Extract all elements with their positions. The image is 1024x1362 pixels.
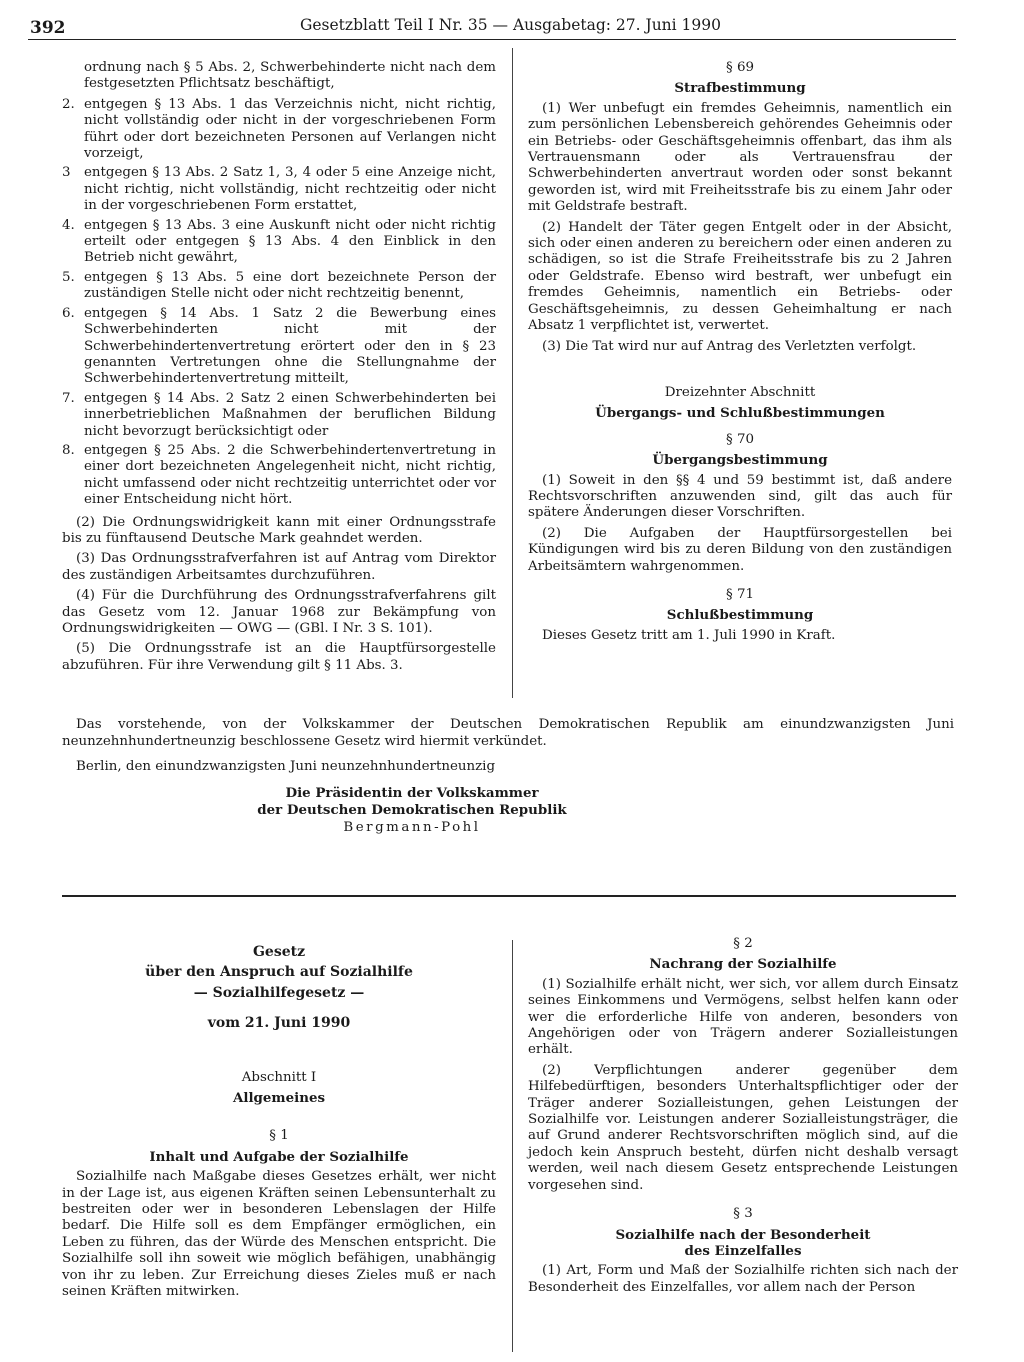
section-title: Strafbestimmung — [674, 80, 806, 97]
section-separator-rule — [62, 895, 956, 897]
lower-right-column — [528, 936, 958, 1300]
section-title: Nachrang der Sozialhilfe — [649, 956, 837, 973]
item-number: 4. — [62, 217, 75, 233]
paragraph: (1) Wer unbefugt ein fremdes Geheimnis, namentlich ein zum persönlichen Lebensbereich gehörendes Geheimnis oder ein Betriebs- oder Geschäftsgeheimnis offenbart, das ihm als Vertrauensmann oder als Vertrauensfrau der Schwerbehinderten anvertraut worden oder sonst bekannt geworden ist, wird mit Freiheitsstrafe bis zu einem Jahr oder mit Geldstrafe bestraft. — [528, 100, 952, 215]
item-number: 2. — [62, 96, 75, 112]
signature-title-1: Die Präsidentin der Volkskammer — [285, 785, 539, 801]
upper-left-column — [62, 60, 496, 678]
item-text: entgegen § 13 Abs. 5 eine dort bezeichnete Person der zuständigen Stelle nicht oder nicht rechtzeitig benennt, — [84, 269, 496, 302]
paragraph: (1) Sozialhilfe erhält nicht, wer sich, vor allem durch Einsatz seines Einkommens und Vermögens, selbst helfen kann oder wer die erforderliche Hilfe von anderen, besonders von Angehörigen oder von Trägern anderer Sozialleistungen erhält. — [528, 976, 958, 1058]
column-divider — [512, 940, 513, 1352]
paragraph: (4) Für die Durchführung des Ordnungsstrafverfahrens gilt das Gesetz vom 12. Januar 1968 zur Bekämpfung von Ordnungswidrigkeiten — OWG — (GBl. I Nr. 3 S. 101). — [62, 588, 496, 636]
law-title: Gesetz — [252, 944, 306, 960]
item-text: entgegen § 14 Abs. 2 Satz 2 einen Schwerbehinderten bei innerbetrieblichen Maßnahmen der beruflichen Bildung nicht bevorzugt berücksichtigt oder — [84, 390, 496, 439]
paragraph: (2) Verpflichtungen anderer gegenüber dem Hilfebedürftigen, besonders Unterhaltspflichtiger oder der Träger anderer Sozialleistungen, gehen Leistungen der Sozialhilfe vor. Leistungen anderer Sozialleistungsträger, die auf Grund anderer Rechtsvorschriften möglich sind, auf die jedoch kein Anspruch besteht, dürfen nicht deshalb versagt werden, weil nach diesem Gesetz entsprechende Leistungen vorgesehen sind. — [528, 1062, 958, 1193]
paragraph: (3) Die Tat wird nur auf Antrag des Verletzten verfolgt. — [542, 338, 917, 354]
item-number: 6. — [62, 305, 75, 321]
continued-item-text: ordnung nach § 5 Abs. 2, Schwerbehinderte nicht nach dem festgesetzten Pflichtsatz beschäftigt, — [84, 60, 496, 92]
paragraph: Sozialhilfe nach Maßgabe dieses Gesetzes erhält, wer nicht in der Lage ist, aus eigenen Kräften seinen Lebensunterhalt zu bestreiten oder wer in besonderen Lebenslagen der Hilfe bedarf. Die Hilfe soll es dem Empfänger ermöglichen, ein Leben zu führen, das der Würde des Menschen entspricht. Die Sozialhilfe soll ihn soweit wie möglich befähigen, unabhängig von ihr zu leben. Zur Erreichung dieses Zieles muß er nach seinen Kräften mitwirken. — [62, 1169, 496, 1300]
item-number: 8. — [62, 442, 75, 458]
section-title-line-1: Sozialhilfe nach der Besonderheit — [615, 1226, 871, 1243]
section-number: § 1 — [269, 1128, 289, 1144]
upper-right-column — [528, 60, 952, 648]
item-number: 5. — [62, 269, 75, 285]
promulgation-block — [62, 716, 954, 836]
law-subject: über den Anspruch auf Sozialhilfe — [145, 964, 413, 981]
paragraph: (5) Die Ordnungsstrafe ist an die Hauptfürsorgestelle abzuführen. Für ihre Verwendung gilt § 11 Abs. 3. — [62, 641, 496, 673]
signature-title-2: der Deutschen Demokratischen Republik — [257, 802, 567, 818]
chapter-title: Übergangs- und Schlußbestimmungen — [595, 405, 885, 422]
list-item — [62, 443, 496, 509]
section-number: § 3 — [733, 1206, 753, 1222]
chapter-heading: Dreizehnter Abschnitt — [664, 384, 816, 400]
paragraph: Dieses Gesetz tritt am 1. Juli 1990 in Kraft. — [542, 627, 836, 643]
section-number: § 70 — [726, 431, 754, 447]
item-number: 3 — [62, 165, 71, 181]
chapter-heading: Abschnitt I — [241, 1069, 317, 1085]
paragraph: (3) Das Ordnungsstrafverfahren ist auf Antrag vom Direktor des zuständigen Arbeitsamtes durchzuführen. — [62, 551, 496, 583]
page-number: 392 — [30, 18, 66, 38]
section-number: § 71 — [726, 586, 754, 602]
list-item — [62, 270, 496, 303]
list-item — [62, 218, 496, 267]
paragraph: (2) Die Aufgaben der Hauptfürsorgestellen bei Kündigungen wird bis zu deren Bildung von den zuständigen Arbeitsämtern wahrgenommen. — [528, 525, 952, 574]
law-short-title: — Sozialhilfegesetz — — [193, 984, 365, 1001]
paragraph: (1) Soweit in den §§ 4 und 59 bestimmt ist, daß andere Rechtsvorschriften anzuwenden sind, gilt das auch für spätere Änderungen dieser Vorschriften. — [528, 472, 952, 521]
header-rule — [28, 39, 956, 40]
paragraph: (2) Handelt der Täter gegen Entgelt oder in der Absicht, sich oder einen anderen zu bereichern oder einen anderen zu schädigen, so ist die Strafe Freiheitsstrafe bis zu 2 Jahren oder Geldstrafe. Ebenso wird bestraft, wer unbefugt ein fremdes Geheimnis, namentlich ein Betriebs- oder Geschäftsgeheimnis, zu dessen Geheimhaltung er nach Absatz 1 verpflichtet ist, verwertet. — [528, 219, 952, 334]
list-item — [62, 306, 496, 388]
column-divider — [512, 48, 513, 698]
section-title: Schlußbestimmung — [666, 607, 814, 624]
place-date: Berlin, den einundzwanzigsten Juni neunzehnhundertneunzig — [76, 759, 496, 774]
gazette-header-title: Gesetzblatt Teil I Nr. 35 — Ausgabetag: 27. Juni 1990 — [300, 16, 721, 34]
section-number: § 69 — [726, 60, 754, 75]
item-text: entgegen § 13 Abs. 3 eine Auskunft nicht oder nicht richtig erteilt oder entgegen § 13 Abs. 4 den Einblick in den Betrieb nicht gewährt, — [84, 217, 496, 266]
promulgation-text: Das vorstehende, von der Volkskammer der Deutschen Demokratischen Republik am einundzwanzigsten Juni neunzehnhundertneunzig beschlossene Gesetz wird hiermit verkündet. — [62, 717, 954, 749]
item-text: entgegen § 25 Abs. 2 die Schwerbehindertenvertretung in einer dort bezeichneten Angelegenheit nicht, nicht richtig, nicht umfassend oder nicht rechtzeitig unterrichtet oder vor einer Entscheidung nicht hört. — [84, 442, 496, 508]
section-title-line-2: des Einzelfalles — [684, 1242, 802, 1259]
list-item — [62, 165, 496, 214]
item-number: 7. — [62, 390, 75, 406]
lower-left-column — [62, 944, 496, 1305]
law-date: vom 21. Juni 1990 — [207, 1015, 351, 1032]
item-text: entgegen § 13 Abs. 2 Satz 1, 3, 4 oder 5 eine Anzeige nicht, nicht richtig, nicht vollständig, nicht rechtzeitig oder nicht in der vorgeschriebenen Form erstattet, — [84, 165, 496, 214]
chapter-title: Allgemeines — [232, 1090, 325, 1107]
item-text: entgegen § 13 Abs. 1 das Verzeichnis nicht, nicht richtig, nicht vollständig oder nicht in der vorgeschriebenen Form führt oder dort bezeichneten Personen auf Verlangen nicht vorzeigt, — [84, 96, 496, 162]
list-item — [62, 391, 496, 440]
item-text: entgegen § 14 Abs. 1 Satz 2 die Bewerbung eines Schwerbehinderten nicht mit der Schwerbehindertenvertretung erörtert oder den in § 23 genannten Vertretungen ohne die Stellungnahme der Schwerbehindertenvertretung mitteilt, — [84, 305, 496, 387]
paragraph: (2) Die Ordnungswidrigkeit kann mit einer Ordnungsstrafe bis zu fünftausend Deutsche Mark geahndet werden. — [62, 514, 496, 546]
section-title: Übergangsbestimmung — [652, 452, 828, 469]
section-title: Inhalt und Aufgabe der Sozialhilfe — [149, 1148, 409, 1165]
list-item — [62, 97, 496, 163]
section-number: § 2 — [733, 936, 753, 951]
signatory-name: Bergmann-Pohl — [343, 820, 481, 835]
paragraph: (1) Art, Form und Maß der Sozialhilfe richten sich nach der Besonderheit des Einzelfalles, vor allem nach der Person — [528, 1263, 958, 1295]
